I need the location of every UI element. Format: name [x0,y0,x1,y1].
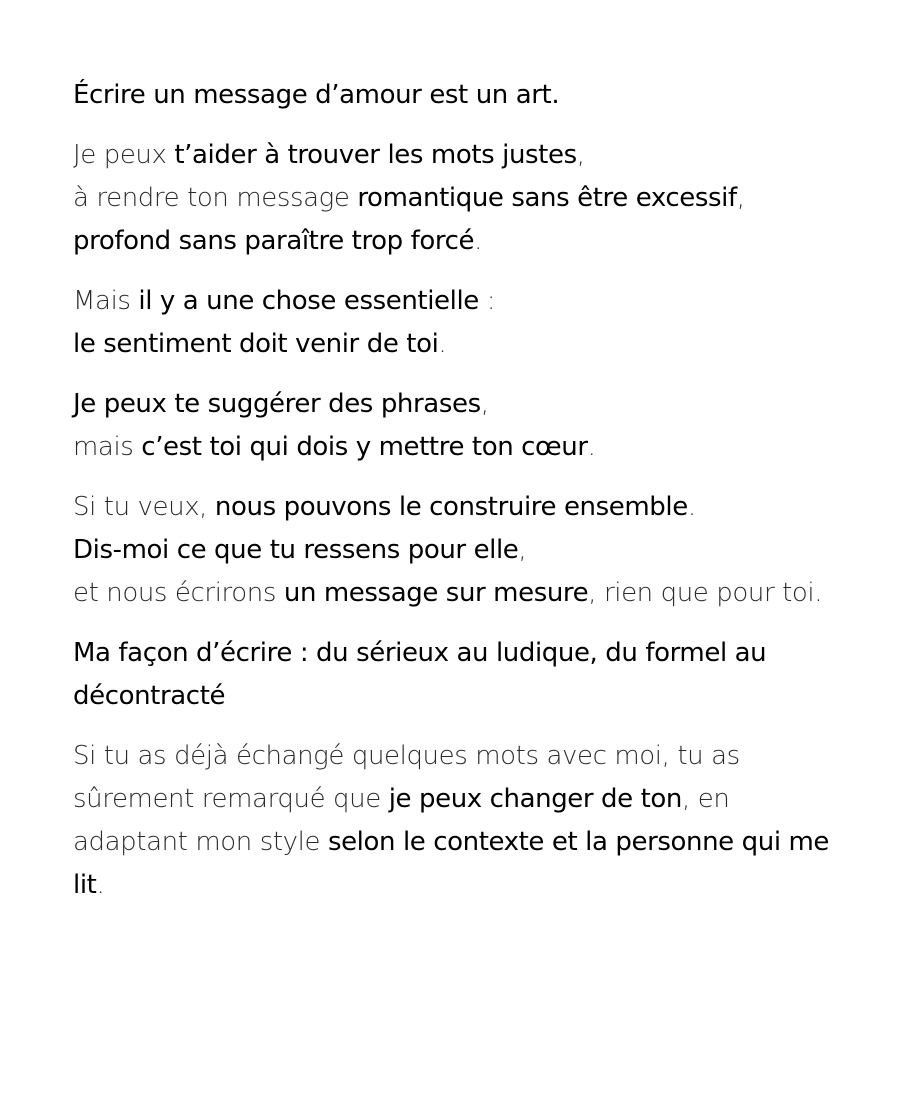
paragraph-heart [73,383,843,469]
together-line-1 [73,486,843,529]
emphasis-run: romantique sans être excessif [357,183,737,213]
text-run: mais [73,432,142,462]
section-heading: Ma façon d’écrire : du sérieux au ludique, du formel au décontracté [73,638,767,711]
emphasis-run: il y a une chose essentielle [138,286,479,316]
text-run: , en adaptant mon style [73,784,730,857]
text-run: Je peux [73,140,175,170]
text-run: . [587,432,596,462]
emphasis-run: Je peux te suggérer des phrases [73,389,481,419]
heart-line-1 [73,383,843,426]
paragraph-together [73,486,843,615]
text-run: Si tu as déjà échangé quelques mots avec moi, tu as sûrement remarqué que [73,741,740,814]
intro-sentence: Écrire un message d’amour est un art. [73,80,560,110]
document-page [73,74,843,924]
text-run: , [518,535,527,565]
emphasis-run: t’aider à trouver les mots justes [174,140,577,170]
emphasis-run: selon le contexte et la personne qui me lit [73,827,830,900]
heart-line-2 [73,426,843,469]
paragraph-help [73,134,843,263]
help-line-1 [73,134,843,177]
emphasis-run: profond sans paraître trop forcé [73,226,475,256]
text-run: Mais [73,286,139,316]
text-run: , [576,140,585,170]
text-run: et nous écrirons [73,578,284,608]
emphasis-run: nous pouvons le construire ensemble [214,492,688,522]
emphasis-run: je peux changer de ton [388,784,683,814]
text-run: Si tu veux, [73,492,215,522]
text-run: . [687,492,696,522]
text-run: à rendre ton message [73,183,358,213]
text-run: , [736,183,745,213]
emphasis-run: c’est toi qui dois y mettre ton cœur [141,432,588,462]
essential-line-1 [73,280,843,323]
text-run: . [438,329,447,359]
text-run: , rien que pour toi. [588,578,823,608]
text-run: , [480,389,489,419]
together-line-2 [73,529,843,572]
emphasis-run: le sentiment doit venir de toi [73,329,439,359]
emphasis-run: un message sur mesure [283,578,589,608]
help-line-2 [73,177,843,220]
text-run: : [478,286,496,316]
help-line-3 [73,220,843,263]
paragraph-tone [73,735,843,907]
paragraph-essential [73,280,843,366]
text-run: . [96,870,105,900]
text-run: . [474,226,482,256]
emphasis-run: Dis-moi ce que tu ressens pour elle [73,535,519,565]
paragraph-intro [73,74,843,117]
essential-line-2 [73,323,843,366]
together-line-3 [73,572,843,615]
